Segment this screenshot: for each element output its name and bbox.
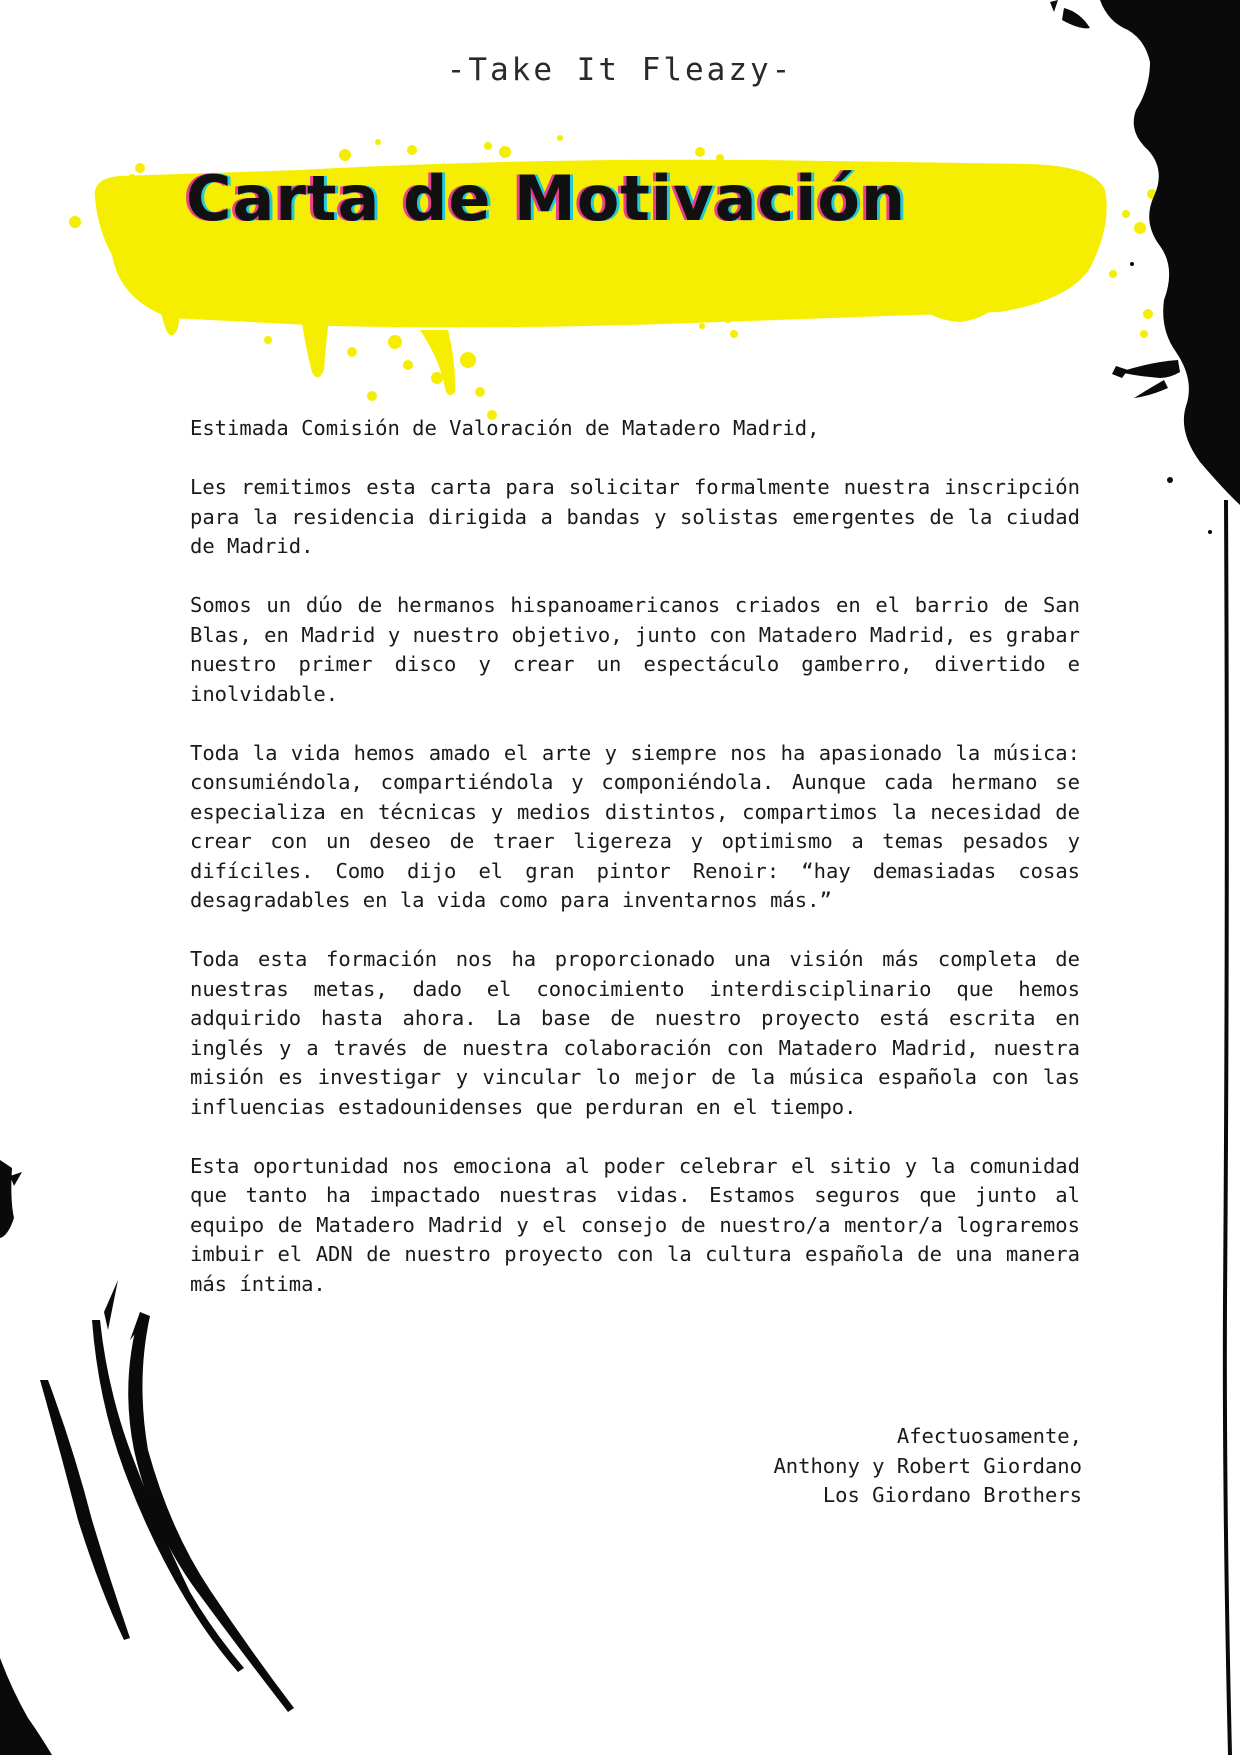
signature-band: Los Giordano Brothers xyxy=(822,1483,1082,1507)
letter-signature xyxy=(773,1422,1082,1511)
letter-paragraph: Les remitimos esta carta para solicitar formalmente nuestra inscripción para la residencia dirigida a bandas y solistas emergentes de la ciudad de Madrid. xyxy=(190,475,1080,558)
closing-salutation: Afectuosamente, xyxy=(896,1424,1082,1448)
letter-paragraph: Somos un dúo de hermanos hispanoamericanos criados en el barrio de San Blas, en Madrid y nuestro objetivo, junto con Matadero Madrid, es grabar nuestro primer disco y crear un espectáculo gamberro, divertido e inolvidable. xyxy=(190,593,1080,706)
smudge-left xyxy=(0,1160,22,1238)
letter-paragraph: Toda la vida hemos amado el arte y siempre nos ha apasionado la música: consumiéndola, compartiéndola y componiéndola. Aunque cada hermano se especializa en técnicas y medios distintos, compartimos la necesidad de crear con un deseo de traer ligereza y optimismo a temas pesados y difíciles. Como dijo el gran pintor Renoir: “hay demasiadas cosas desagradables en la vida como para inventarnos más.” xyxy=(190,740,1080,912)
page-title: Carta de Motivación xyxy=(186,162,907,235)
signature-names: Anthony y Robert Giordano xyxy=(773,1453,1082,1478)
right-border-line xyxy=(1225,500,1230,1755)
letter-paragraph: Esta oportunidad nos emociona al poder celebrar el sitio y la comunidad que tanto ha impactado nuestras vidas. Estamos seguros que junto al equipo de Matadero Madrid y el consejo de nuestro/a mentor/a lograremos imbuir el ADN de nuestro proyecto con la cultura española de una manera más íntima. xyxy=(190,1153,1080,1296)
letter-greeting: Estimada Comisión de Valoración de Matadero Madrid, xyxy=(190,416,820,440)
brand-name: -Take It Fleazy- xyxy=(446,52,794,88)
letter-paragraph: Toda esta formación nos ha proporcionado una visión más completa de nuestras metas, dado el conocimiento interdisciplinario que hemos adquirido hasta ahora. La base de nuestro proyecto está escrita en inglés y a través de nuestra colaboración con Matadero Madrid, nuestra misión es investigar y vincular lo mejor de la música española con las influencias estadounidenses que perduran en el tiempo. xyxy=(190,947,1080,1119)
letter-body xyxy=(190,414,1080,1329)
scratch-marks xyxy=(0,1280,294,1755)
